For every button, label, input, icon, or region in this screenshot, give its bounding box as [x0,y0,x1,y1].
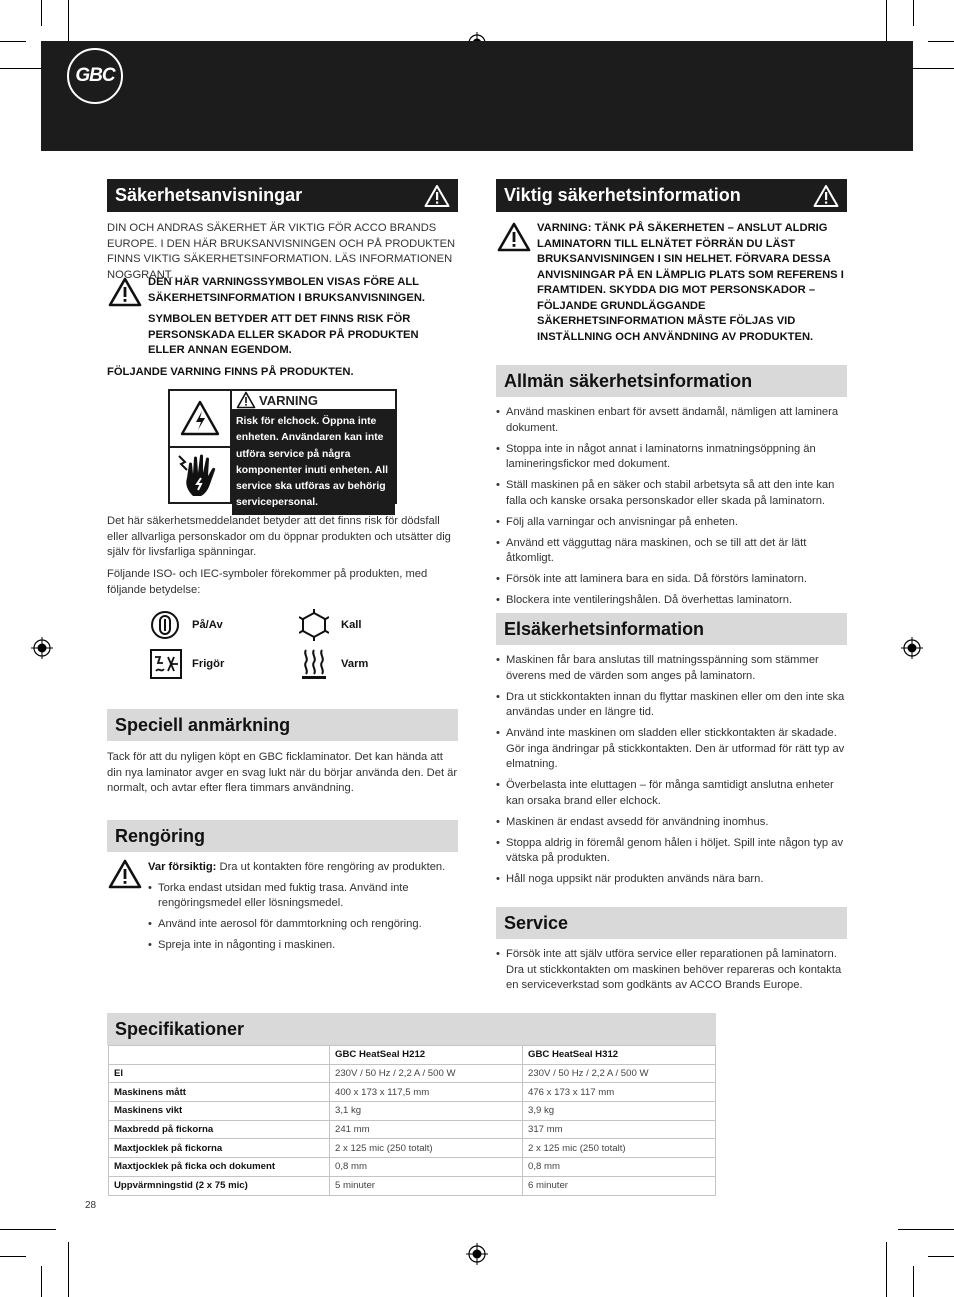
list-item: • Stoppa inte in något annat i laminatorns inmatningsöppning än lamineringsfickor med dokument. [496,442,847,473]
gbc-logo: GBC [67,48,123,104]
page-number: 28 [85,1200,97,1211]
important-section [496,179,847,212]
table-row: El 230V / 50 Hz / 2,2 A / 500 W 230V / 50 Hz / 2,2 A / 500 W [109,1064,716,1083]
header-band [41,41,913,151]
electrical-list [496,653,847,888]
list-item: • Spreja inte in någonting i maskinen. [148,938,458,954]
electric-shock-icon [180,400,220,436]
iso-symbols-intro: Följande ISO- och IEC-symboler förekommer på produkten, med följande betydelse: [107,568,428,596]
safety-section [107,179,458,283]
list-item: • Håll noga uppsikt när produkten används nära barn. [496,872,847,888]
list-item: • Maskinen får bara anslutas till matningsspänning som stämmer överens med de värden som anges på laminatorn. [496,653,847,684]
table-row: Maxtjocklek på ficka och dokument 0,8 mm 0,8 mm [109,1158,716,1177]
list-item: • Blockera inte ventileringshålen. Då överhettas laminatorn. [496,593,847,609]
cleaning-caution: Var försiktig: Dra ut kontakten före rengöring av produkten. • Torka endast utsidan med fuktig trasa. Använd inte rengöringsmedel eller lösningsmedel. • Använd inte aerosol för dammtorkning och rengöring. • Spreja inte in någonting i maskinen. [148,860,458,959]
following-warning-label: FÖLJANDE VARNING FINNS PÅ PRODUKTEN. [107,366,354,378]
warning-triangle-icon [424,184,450,208]
list-item: • Maskinen är endast avsedd för användning inomhus. [496,815,847,831]
service-section [496,907,847,999]
table-row: Maxbredd på fickorna 241 mm 317 mm [109,1120,716,1139]
safety-intro: DIN OCH ANDRAS SÄKERHET ÄR VIKTIG FÖR ACCO BRANDS EUROPE. I DEN HÄR BRUKSANVISNINGEN OCH PÅ PRODUKTEN FINNS VIKTIG SÄKERHETSINFORMATION. LÄS INFORMATIONEN NOGGRANT. [107,222,456,281]
list-item: • Stoppa aldrig in föremål genom hålen i höljet. Spill inte någon typ av vätska på produkten. [496,836,847,867]
cleaning-section [107,820,458,852]
table-row: Maxtjocklek på fickorna 2 x 125 mic (250 totalt) 2 x 125 mic (250 totalt) [109,1139,716,1158]
table-row: Maskinens vikt 3,1 kg 3,9 kg [109,1102,716,1121]
list-item: • Använd maskinen enbart för avsett ändamål, nämligen att laminera dokument. [496,405,847,436]
table-row: Uppvärmningstid (2 x 75 mic) 5 minuter 6 minuter [109,1176,716,1195]
general-heading: Allmän säkerhetsinformation [496,365,847,397]
warning-meaning: Det här säkerhetsmeddelandet betyder att det finns risk för dödsfall eller allvarliga personskador om du öppnar produkten och utsätter dig själv för livsfarliga spänningar. [107,515,451,558]
special-section [107,709,458,797]
service-heading: Service [496,907,847,939]
shock-warning-label: VARNING Risk för elchock. Öppna inte enheten. Användaren kan inte utföra service på några komponenter inuti enheten. All service ska utföras av behörig servicepersonal. [168,389,397,504]
symbol-cold: Kall [299,609,362,641]
list-item: • Använd inte maskinen om sladden eller stickkontakten är skadade. Gör inga ändringar på stickkontakten. Den är utformad för rätt typ av elmatning. [496,726,847,773]
cleaning-heading: Rengöring [107,820,458,852]
list-item: • Försök inte att laminera bara en sida. Då förstörs laminatorn. [496,572,847,588]
warning-triangle-icon [497,222,531,252]
list-item: • Överbelasta inte eluttagen – för många samtidigt anslutna enheter kan orsaka brand eller elchock. [496,778,847,809]
warning-triangle-icon [108,859,142,889]
heat-icon [301,648,327,680]
symbol-hot: Varm [301,648,368,680]
warning-triangle-icon [108,277,142,307]
safety-heading: Säkerhetsanvisningar [107,179,458,212]
important-heading: Viktig säkerhetsinformation [496,179,847,212]
table-header-row: GBC HeatSeal H212 GBC HeatSeal H312 [109,1046,716,1065]
registration-mark-left [31,637,53,659]
list-item: • Torka endast utsidan med fuktig trasa. Använd inte rengöringsmedel eller lösningsmedel. [148,881,458,912]
cleaning-list [148,881,458,954]
symbol-release: Frigör [150,649,224,679]
list-item: • Ställ maskinen på en säker och stabil arbetsyta så att den inte kan falla och kanske orsaka personskador eller skada på laminatorn. [496,478,847,509]
warning-triangle-icon [236,391,256,409]
specs-heading: Specifikationer [107,1013,716,1045]
release-icon [150,649,182,679]
electrical-heading: Elsäkerhetsinformation [496,613,847,645]
special-text: Tack för att du nyligen köpt en GBC ficklaminator. Det kan hända att din nya laminator avger en svag lukt när du börjar använda den. Det är normalt, och avtar efter flera timmars användning. [107,751,458,794]
snowflake-icon [299,609,329,641]
hand-shock-icon [175,450,225,500]
general-section [496,365,847,614]
service-list [496,947,847,994]
power-icon [150,610,180,640]
list-item: • Försök inte att själv utföra service eller reparationen på laminatorn. Dra ut stickkontakten om maskinen behöver repareras och kontakta en serviceverkstad som godkänts av ACCO Brands Europe. [496,947,847,994]
warning-symbol-explanation: DEN HÄR VARNINGSSYMBOLEN VISAS FÖRE ALL SÄKERHETSINFORMATION I BRUKSANVISNINGEN. SYMBOLEN BETYDER ATT DET FINNS RISK FÖR PERSONSKADA ELLER SKADOR PÅ PRODUKTEN ELLER ANNAN EGENDOM. [148,276,426,356]
specs-table [108,1045,716,1196]
registration-mark-right [901,637,923,659]
special-heading: Speciell anmärkning [107,709,458,741]
warning-triangle-icon [813,184,839,208]
symbol-on-off: På/Av [150,610,223,640]
electrical-section [496,613,847,893]
table-row: Maskinens mått 400 x 173 x 117,5 mm 476 x 173 x 117 mm [109,1083,716,1102]
list-item: • Använd ett vägguttag nära maskinen, och se till att det är lätt åtkomligt. [496,536,847,567]
general-list [496,405,847,609]
list-item: • Följ alla varningar och anvisningar på enheten. [496,515,847,531]
list-item: • Dra ut stickkontakten innan du flyttar maskinen eller om den inte ska användas under en längre tid. [496,690,847,721]
registration-mark-bottom [466,1243,488,1265]
specs-section [107,1013,716,1045]
important-warning-text: VARNING: TÄNK PÅ SÄKERHETEN – ANSLUT ALDRIG LAMINATORN TILL ELNÄTET FÖRRÄN DU LÄST BRUKSANVISNINGEN I SIN HELHET. FÖRVARA DESSA ANVISNINGAR PÅ EN LÄMPLIG PLATS SOM REFERENS I FRAMTIDEN. SKYDDA DIG MOT PERSONSKADOR – FÖLJANDE GRUNDLÄGGANDE SÄKERHETSINFORMATION MÅSTE FÖLJAS VID INSTÄLLNING OCH ANVÄNDNING AV PRODUKTEN. [537,222,844,343]
list-item: • Använd inte aerosol för dammtorkning och rengöring. [148,917,458,933]
